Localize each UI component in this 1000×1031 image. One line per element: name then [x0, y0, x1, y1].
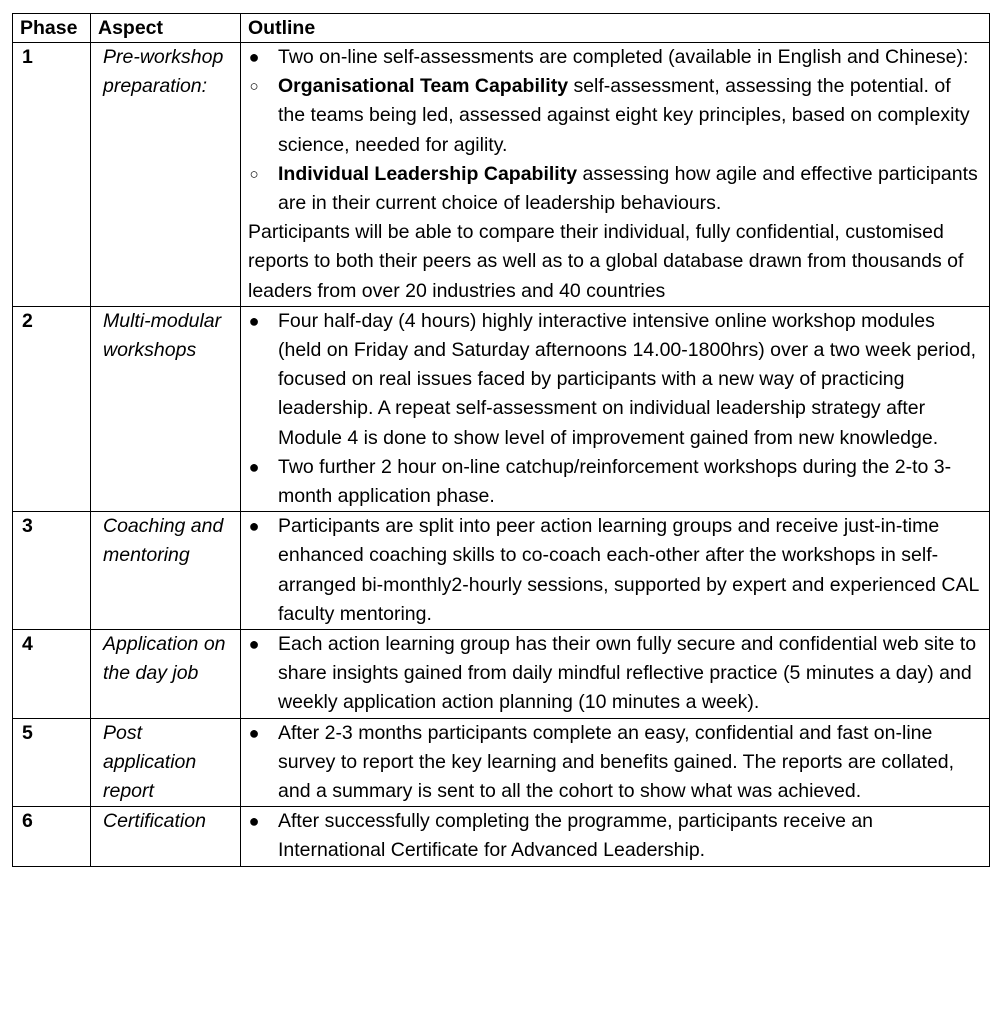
phase-aspect: Certification — [91, 807, 241, 866]
table-row — [13, 512, 990, 630]
bullet-item — [248, 719, 983, 807]
bullet-icon: ● — [248, 722, 260, 743]
phase-aspect: Coaching and mentoring — [91, 512, 241, 630]
bullet-item — [248, 43, 983, 72]
bullet-text: Four half-day (4 hours) highly interactive intensive online workshop modules (held on Friday and Saturday afternoons 14.00-1800hrs) over a two week period, focused on real issues faced by participants with a new way of practicing leadership. A repeat self-assessment on individual leadership strategy after Module 4 is done to show level of improvement gained from new knowledge. — [278, 309, 977, 449]
header-outline: Outline — [241, 14, 990, 43]
sub-bullet-text: self-assessment, assessing the potential. of the teams being led, assessed against eight key principles, based on complexity science, needed for agility. — [278, 75, 970, 156]
phase-outline — [241, 630, 990, 719]
table-row — [13, 306, 990, 511]
bullet-text: Each action learning group has their own fully secure and confidential web site to share insights gained from daily mindful reflective practice (5 minutes a day) and weekly application action planning (10 minutes a week). — [278, 633, 977, 714]
bullet-icon: ● — [248, 811, 260, 832]
phase-aspect: Post application report — [91, 718, 241, 807]
bullet-text: After successfully completing the programme, participants receive an International Certificate for Advanced Leadership. — [278, 810, 874, 862]
phase-outline — [241, 512, 990, 630]
phase-outline — [241, 306, 990, 511]
sub-bullet-item — [248, 72, 983, 160]
phase-outline — [241, 807, 990, 866]
phase-outline — [241, 718, 990, 807]
bullet-item — [248, 453, 983, 511]
bold-term: Organisational Team Capability — [278, 75, 569, 98]
outline-paragraph: Participants will be able to compare their individual, fully confidential, customised reports to both their peers as well as to a global database drawn from thousands of leaders from over 20 industries and 40 countries — [248, 221, 964, 302]
phase-number: 5 — [13, 718, 91, 807]
bullet-text: Two on-line self-assessments are completed (available in English and Chinese): — [278, 46, 969, 68]
header-aspect: Aspect — [91, 14, 241, 43]
phase-number: 1 — [13, 43, 91, 307]
circle-bullet-icon: ○ — [249, 165, 259, 183]
bullet-icon: ● — [248, 47, 260, 67]
bullet-item — [248, 630, 983, 718]
phase-aspect: Application on the day job — [91, 630, 241, 719]
bullet-icon: ● — [248, 516, 260, 537]
phase-number: 6 — [13, 807, 91, 866]
bullet-text: After 2-3 months participants complete an easy, confidential and fast on-line survey to report the key learning and benefits gained. The reports are collated, and a summary is sent to all the cohort to show what was achieved. — [278, 721, 955, 803]
bullet-item — [248, 512, 983, 629]
table-row — [13, 43, 990, 307]
phase-number: 3 — [13, 512, 91, 630]
bullet-icon: ● — [248, 634, 260, 655]
sub-bullet-text: assessing how agile and effective participants are in their current choice of leadership behaviours. — [278, 162, 978, 215]
bullet-icon: ● — [248, 310, 260, 331]
bullet-icon: ● — [248, 456, 260, 477]
phase-outline — [241, 43, 990, 307]
phase-number: 2 — [13, 306, 91, 511]
phase-number: 4 — [13, 630, 91, 719]
circle-bullet-icon: ○ — [249, 78, 259, 96]
phase-aspect: Pre-workshop preparation: — [91, 43, 241, 307]
header-phase: Phase — [13, 14, 91, 43]
table-row — [13, 718, 990, 807]
bullet-item — [248, 307, 983, 453]
programme-phase-table — [12, 13, 990, 867]
bullet-text: Participants are split into peer action learning groups and receive just-in-time enhanced coaching skills to co-coach each-other after the workshops in self-arranged bi-monthly2-hourly sessions, supported by expert and experienced CAL faculty mentoring. — [278, 515, 979, 625]
bold-term: Individual Leadership Capability — [278, 162, 578, 185]
bullet-text: Two further 2 hour on-line catchup/reinforcement workshops during the 2-to 3-month application phase. — [278, 455, 952, 508]
bullet-item — [248, 807, 983, 865]
table-row — [13, 807, 990, 866]
phase-aspect: Multi-modular workshops — [91, 306, 241, 511]
table-header-row — [13, 14, 990, 43]
table-row — [13, 630, 990, 719]
sub-bullet-item — [248, 160, 983, 218]
